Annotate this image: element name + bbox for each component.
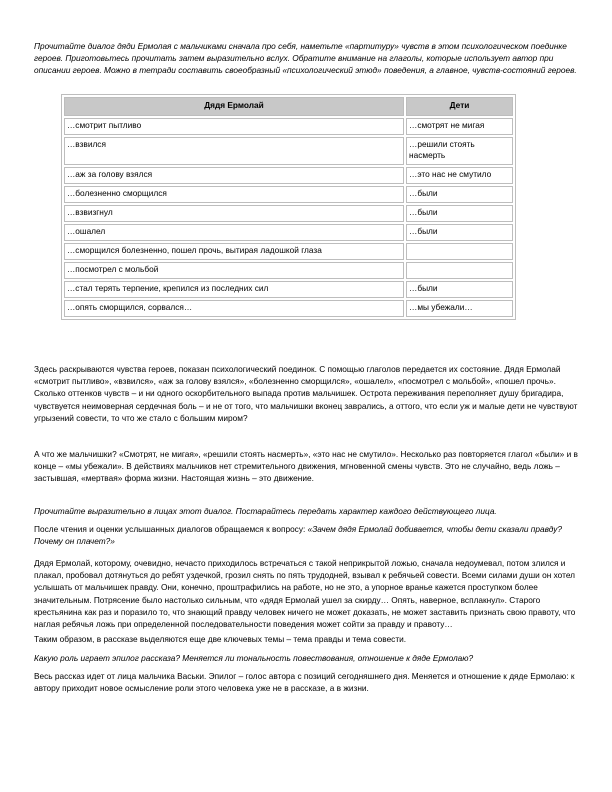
table-row xyxy=(64,262,513,279)
table-cell: …сморщился болезненно, пошел прочь, вытирая ладошкой глаза xyxy=(64,243,404,260)
header-ermolai: Дядя Ермолай xyxy=(64,97,404,116)
epilogue-answer: Весь рассказ идет от лица мальчика Васьки. Эпилог – голос автора с позиций сегодняшнего дня. Меняется и отношение к дяде Ермолаю: к автору приходит новое осмысление роли этого человека уже не в рассказе, а в жизни. xyxy=(34,671,575,694)
table-row xyxy=(64,167,513,184)
themes-paragraph: Таким образом, в рассказе выделяются еще две ключевых темы – тема правды и тема совести. xyxy=(34,634,407,644)
intro-paragraph: Прочитайте диалог дяди Ермолая с мальчиками сначала про себя, наметьте «партитуру» чувств в этом психологическом поединке героев. Приготовьтесь прочитать затем выразительно вслух. Обратите внимание на глаголы, которые использует автор при описании героев. Можно в тетради составить своеобразный «психологический этюд» поведения, а главное, чувств-состояний героев. xyxy=(34,41,577,76)
table-cell: …решили стоять насмерть xyxy=(406,137,513,165)
table-row xyxy=(64,205,513,222)
table-row xyxy=(64,118,513,135)
table-row xyxy=(64,300,513,317)
table-cell: …ошалел xyxy=(64,224,404,241)
table-cell: …были xyxy=(406,224,513,241)
table-row xyxy=(64,243,513,260)
table-cell: …были xyxy=(406,281,513,298)
table-row xyxy=(64,137,513,165)
table-cell: …болезненно сморщился xyxy=(64,186,404,203)
epilogue-question: Какую роль играет эпилог рассказа? Меняется ли тональность повествования, отношение к дяде Ермолаю? xyxy=(34,653,474,663)
table-header-row xyxy=(64,97,513,116)
table-row xyxy=(64,224,513,241)
table-cell xyxy=(406,262,513,279)
table-cell xyxy=(406,243,513,260)
table-cell: …были xyxy=(406,186,513,203)
table-cell: …стал терять терпение, крепился из последних сил xyxy=(64,281,404,298)
question-lead: После чтения и оценки услышанных диалогов обращаемся к вопросу: xyxy=(34,524,306,534)
table-row xyxy=(64,186,513,203)
analysis-children-paragraph: А что же мальчишки? «Смотрят, не мигая», «решили стоять насмерть», «это нас не смутило». Несколько раз повторяется глагол «были» и в конце – «мы убежали». В действиях мальчиков нет стремительного движения, мгновенной смены чувств. Это не случайно, ведь ложь – застывшая, «мертвая» форма жизни. Настоящая жизнь – это движение. xyxy=(34,449,578,484)
question-text: «Зачем дядя Ермолай добивается, чтобы дети сказали правду? Почему он плачет?» xyxy=(34,524,562,547)
table-cell: …смотрит пытливо xyxy=(64,118,404,135)
table-cell: …аж за голову взялся xyxy=(64,167,404,184)
table-cell: …мы убежали… xyxy=(406,300,513,317)
analysis-ermolai-paragraph: Здесь раскрываются чувства героев, показан психологический поединок. С помощью глаголов передается их состояние. Дядя Ермолай «смотрит пытливо», «взвился», «аж за голову взялся», «болезненно сморщился», «ошалел», «посмотрел с мольбой», «пошел прочь». Сколько оттенков чувств – и ни одного оскорбительного выпада против мальчишек. Острота переживания переполняет душу бригадира, чувствуется неимоверная сердечная боль – и не от того, что мальчишки вконец заврались, а оттого, что если уж и малые дети не чувствуют угрызений совести, то что же стало с большим миром? xyxy=(34,364,578,423)
table-cell: …взвился xyxy=(64,137,404,165)
table-cell: …были xyxy=(406,205,513,222)
table-cell: …это нас не смутило xyxy=(406,167,513,184)
header-children: Дети xyxy=(406,97,513,116)
table-cell: …опять сморщился, сорвался… xyxy=(64,300,404,317)
table-cell: …смотрят не мигая xyxy=(406,118,513,135)
table-cell: …посмотрел с мольбой xyxy=(64,262,404,279)
feelings-table xyxy=(61,94,516,320)
table-row xyxy=(64,281,513,298)
question-paragraph xyxy=(34,523,586,547)
table-cell: …взвизгнул xyxy=(64,205,404,222)
answer-paragraph: Дядя Ермолай, которому, очевидно, нечасто приходилось встречаться с такой неприкрытой ложью, сначала недоумевал, потом злился и плакал, пробовал дотянуться до ребят уздечкой, грозил снять по пять трудодней, взывал к ребячьей совести. Всеми силами души он хотел услышать от мальчишек правду. Они, конечно, проштрафились на работе, но не это, а упорное вранье кажется проступком более значительным. Потрясение было настолько сильным, что «дядя Ермолай ушел за скирду… Опять, наверное, всплакнул». Старого крестьянина как раз и поразило то, что знающий правду человек ничего не может доказать, не может заставить признать свою правоту, что наглая ребячья ложь при определенной последовательности поведения может сойти за правду и правоту… xyxy=(34,558,576,630)
task-read-aloud: Прочитайте выразительно в лицах этот диалог. Постарайтесь передать характер каждого действующего лица. xyxy=(34,506,497,516)
